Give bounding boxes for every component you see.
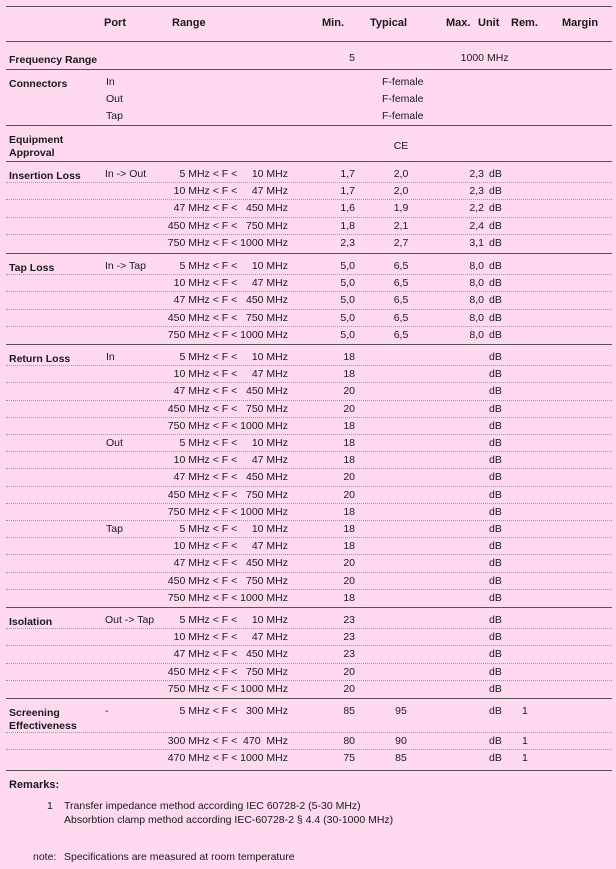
row-divider <box>6 234 612 235</box>
header-range: Range <box>172 17 206 29</box>
unit-cell: dB <box>489 735 502 747</box>
port-cell: Out <box>106 93 123 105</box>
unit-cell: dB <box>489 312 502 324</box>
range-cell: 5 MHz < F < 10 MHz <box>179 614 288 626</box>
max-cell: 2,3 <box>469 168 484 180</box>
row-divider <box>6 537 612 538</box>
rem-cell: 1 <box>522 705 528 717</box>
range-cell: 10 MHz < F < 47 MHz <box>173 368 288 380</box>
min-cell: 5,0 <box>340 329 355 341</box>
range-cell: 10 MHz < F < 47 MHz <box>173 454 288 466</box>
typical-cell: 6,5 <box>393 294 409 306</box>
section-label: Return Loss <box>9 353 71 365</box>
top-border <box>6 6 612 7</box>
max-cell: 2,4 <box>469 220 484 232</box>
max-cell: 8,0 <box>469 277 484 289</box>
row-divider <box>6 468 612 469</box>
unit-cell: dB <box>489 294 502 306</box>
row-divider <box>6 503 612 504</box>
unit-cell: dB <box>489 614 502 626</box>
max-cell: 1000 <box>460 52 484 64</box>
range-cell: 47 MHz < F < 450 MHz <box>173 385 288 397</box>
remark-line-1: Transfer impedance method according IEC 60728-2 (5-30 MHz) <box>64 800 361 812</box>
typical-cell: 90 <box>395 735 407 747</box>
note-label: note: <box>33 851 57 863</box>
header-port: Port <box>104 17 126 29</box>
row-divider <box>6 572 612 573</box>
min-cell: 18 <box>343 506 355 518</box>
unit-cell: dB <box>489 523 502 535</box>
typical-cell: 6,5 <box>393 329 409 341</box>
row-divider <box>6 749 612 750</box>
range-cell: 5 MHz < F < 10 MHz <box>179 260 288 272</box>
header-margin: Margin <box>562 17 599 29</box>
port-cell: Out -> Tap <box>105 614 155 626</box>
row-divider <box>6 382 612 383</box>
typical-cell: 2,0 <box>393 168 409 180</box>
range-cell: 47 MHz < F < 450 MHz <box>173 471 288 483</box>
section-divider <box>6 344 612 345</box>
range-cell: 47 MHz < F < 450 MHz <box>173 648 288 660</box>
range-cell: 10 MHz < F < 47 MHz <box>173 185 288 197</box>
min-cell: 18 <box>343 454 355 466</box>
unit-cell: dB <box>489 489 502 501</box>
min-cell: 20 <box>343 403 355 415</box>
row-divider <box>6 309 612 310</box>
port-cell: - <box>105 705 109 717</box>
row-divider <box>6 645 612 646</box>
max-cell: 2,3 <box>469 185 484 197</box>
min-cell: 20 <box>343 557 355 569</box>
unit-cell: MHz <box>487 52 509 64</box>
unit-cell: dB <box>489 260 502 272</box>
section-label: Isolation <box>9 616 53 628</box>
unit-cell: dB <box>489 540 502 552</box>
min-cell: 20 <box>343 385 355 397</box>
range-cell: 300 MHz < F < 470 MHz <box>167 735 288 747</box>
min-cell: 20 <box>343 489 355 501</box>
row-divider <box>6 291 612 292</box>
row-divider <box>6 274 612 275</box>
min-cell: 85 <box>343 705 355 717</box>
section-divider <box>6 161 612 162</box>
row-divider <box>6 663 612 664</box>
unit-cell: dB <box>489 648 502 660</box>
typical-cell: 85 <box>395 752 407 764</box>
section-divider <box>6 69 612 70</box>
row-divider <box>6 365 612 366</box>
unit-cell: dB <box>489 592 502 604</box>
port-cell: Out <box>106 437 123 449</box>
unit-cell: dB <box>489 185 502 197</box>
unit-cell: dB <box>489 220 502 232</box>
port-cell: Tap <box>106 523 123 535</box>
row-divider <box>6 486 612 487</box>
range-cell: 5 MHz < F < 10 MHz <box>179 437 288 449</box>
min-cell: 23 <box>343 631 355 643</box>
typical-cell: 2,1 <box>393 220 409 232</box>
min-cell: 23 <box>343 648 355 660</box>
range-cell: 10 MHz < F < 47 MHz <box>173 540 288 552</box>
unit-cell: dB <box>489 351 502 363</box>
min-cell: 20 <box>343 471 355 483</box>
max-cell: 2,2 <box>469 202 484 214</box>
row-divider <box>6 589 612 590</box>
port-cell: In <box>106 76 115 88</box>
header-rem: Rem. <box>511 17 538 29</box>
row-divider <box>6 400 612 401</box>
unit-cell: dB <box>489 557 502 569</box>
header-max: Max. <box>446 17 471 29</box>
range-cell: 450 MHz < F < 750 MHz <box>167 220 288 232</box>
min-cell: 5,0 <box>340 277 355 289</box>
row-divider <box>6 732 612 733</box>
min-cell: 18 <box>343 523 355 535</box>
section-label: Effectiveness <box>9 720 77 732</box>
row-divider <box>6 680 612 681</box>
typical-cell: 1,9 <box>393 202 409 214</box>
row-divider <box>6 451 612 452</box>
range-cell: 750 MHz < F < 1000 MHz <box>167 420 288 432</box>
remark-number: 1 <box>47 800 53 812</box>
max-cell: 8,0 <box>469 260 484 272</box>
range-cell: 450 MHz < F < 750 MHz <box>167 666 288 678</box>
min-cell: 18 <box>343 437 355 449</box>
unit-cell: dB <box>489 631 502 643</box>
row-divider <box>6 520 612 521</box>
range-cell: 750 MHz < F < 1000 MHz <box>167 506 288 518</box>
section-label: Screening <box>9 707 60 719</box>
range-cell: 5 MHz < F < 10 MHz <box>179 351 288 363</box>
typical-cell: 95 <box>395 705 407 717</box>
min-cell: 18 <box>343 351 355 363</box>
range-cell: 5 MHz < F < 10 MHz <box>179 523 288 535</box>
min-cell: 2,3 <box>340 237 355 249</box>
row-divider <box>6 417 612 418</box>
header-typical: Typical <box>370 17 408 29</box>
unit-cell: dB <box>489 368 502 380</box>
unit-cell: dB <box>489 683 502 695</box>
remark-line-2: Absorbtion clamp method according IEC-60728-2 § 4.4 (30-1000 MHz) <box>64 814 394 826</box>
unit-cell: dB <box>489 403 502 415</box>
min-cell: 80 <box>343 735 355 747</box>
min-cell: 1,7 <box>340 168 355 180</box>
section-divider <box>6 607 612 608</box>
range-cell: 450 MHz < F < 750 MHz <box>167 403 288 415</box>
range-cell: 750 MHz < F < 1000 MHz <box>167 683 288 695</box>
port-cell: In <box>106 351 115 363</box>
min-cell: 5,0 <box>340 312 355 324</box>
range-cell: 450 MHz < F < 750 MHz <box>167 575 288 587</box>
rem-cell: 1 <box>522 735 528 747</box>
row-divider <box>6 326 612 327</box>
rem-cell: 1 <box>522 752 528 764</box>
typical-cell: 2,7 <box>393 237 409 249</box>
typical-cell: F-female <box>382 110 424 122</box>
range-cell: 47 MHz < F < 450 MHz <box>173 294 288 306</box>
min-cell: 5 <box>349 52 355 64</box>
unit-cell: dB <box>489 329 502 341</box>
section-label: Frequency Range <box>9 54 98 66</box>
port-cell: In -> Tap <box>105 260 146 272</box>
range-cell: 750 MHz < F < 1000 MHz <box>167 592 288 604</box>
header-unit: Unit <box>478 17 500 29</box>
min-cell: 1,8 <box>340 220 355 232</box>
unit-cell: dB <box>489 385 502 397</box>
range-cell: 47 MHz < F < 450 MHz <box>173 557 288 569</box>
range-cell: 47 MHz < F < 450 MHz <box>173 202 288 214</box>
section-divider <box>6 698 612 699</box>
unit-cell: dB <box>489 202 502 214</box>
section-label: Connectors <box>9 78 68 90</box>
min-cell: 18 <box>343 420 355 432</box>
min-cell: 18 <box>343 540 355 552</box>
range-cell: 10 MHz < F < 47 MHz <box>173 277 288 289</box>
section-label: Insertion Loss <box>9 170 81 182</box>
min-cell: 1,7 <box>340 185 355 197</box>
min-cell: 18 <box>343 592 355 604</box>
min-cell: 5,0 <box>340 260 355 272</box>
port-cell: In -> Out <box>105 168 147 180</box>
min-cell: 20 <box>343 683 355 695</box>
unit-cell: dB <box>489 666 502 678</box>
min-cell: 75 <box>343 752 355 764</box>
min-cell: 20 <box>343 666 355 678</box>
row-divider <box>6 182 612 183</box>
range-cell: 750 MHz < F < 1000 MHz <box>167 329 288 341</box>
range-cell: 5 MHz < F < 10 MHz <box>179 168 288 180</box>
section-divider <box>6 125 612 126</box>
unit-cell: dB <box>489 705 502 717</box>
min-cell: 23 <box>343 614 355 626</box>
typical-cell: CE <box>393 140 409 152</box>
range-cell: 10 MHz < F < 47 MHz <box>173 631 288 643</box>
section-divider <box>6 770 612 771</box>
unit-cell: dB <box>489 277 502 289</box>
unit-cell: dB <box>489 454 502 466</box>
min-cell: 20 <box>343 575 355 587</box>
unit-cell: dB <box>489 575 502 587</box>
unit-cell: dB <box>489 437 502 449</box>
range-cell: 450 MHz < F < 750 MHz <box>167 489 288 501</box>
min-cell: 1,6 <box>340 202 355 214</box>
header-min: Min. <box>322 17 344 29</box>
unit-cell: dB <box>489 237 502 249</box>
unit-cell: dB <box>489 420 502 432</box>
section-label: Tap Loss <box>9 262 55 274</box>
typical-cell: 6,5 <box>393 312 409 324</box>
range-cell: 470 MHz < F < 1000 MHz <box>167 752 288 764</box>
typical-cell: F-female <box>382 93 424 105</box>
header-divider <box>6 41 612 42</box>
port-cell: Tap <box>106 110 123 122</box>
row-divider <box>6 434 612 435</box>
typical-cell: 6,5 <box>393 260 409 272</box>
row-divider <box>6 217 612 218</box>
unit-cell: dB <box>489 471 502 483</box>
max-cell: 8,0 <box>469 329 484 341</box>
max-cell: 8,0 <box>469 312 484 324</box>
unit-cell: dB <box>489 168 502 180</box>
range-cell: 450 MHz < F < 750 MHz <box>167 312 288 324</box>
min-cell: 18 <box>343 368 355 380</box>
typical-cell: 6,5 <box>393 277 409 289</box>
note-text: Specifications are measured at room temperature <box>64 851 295 863</box>
range-cell: 5 MHz < F < 300 MHz <box>179 705 288 717</box>
remarks-title: Remarks: <box>9 779 60 791</box>
range-cell: 750 MHz < F < 1000 MHz <box>167 237 288 249</box>
row-divider <box>6 554 612 555</box>
typical-cell: F-female <box>382 76 424 88</box>
max-cell: 8,0 <box>469 294 484 306</box>
row-divider <box>6 199 612 200</box>
unit-cell: dB <box>489 506 502 518</box>
min-cell: 5,0 <box>340 294 355 306</box>
max-cell: 3,1 <box>469 237 484 249</box>
unit-cell: dB <box>489 752 502 764</box>
section-label: Equipment <box>9 134 64 146</box>
row-divider <box>6 628 612 629</box>
section-label: Approval <box>9 147 55 159</box>
typical-cell: 2,0 <box>393 185 409 197</box>
section-divider <box>6 253 612 254</box>
